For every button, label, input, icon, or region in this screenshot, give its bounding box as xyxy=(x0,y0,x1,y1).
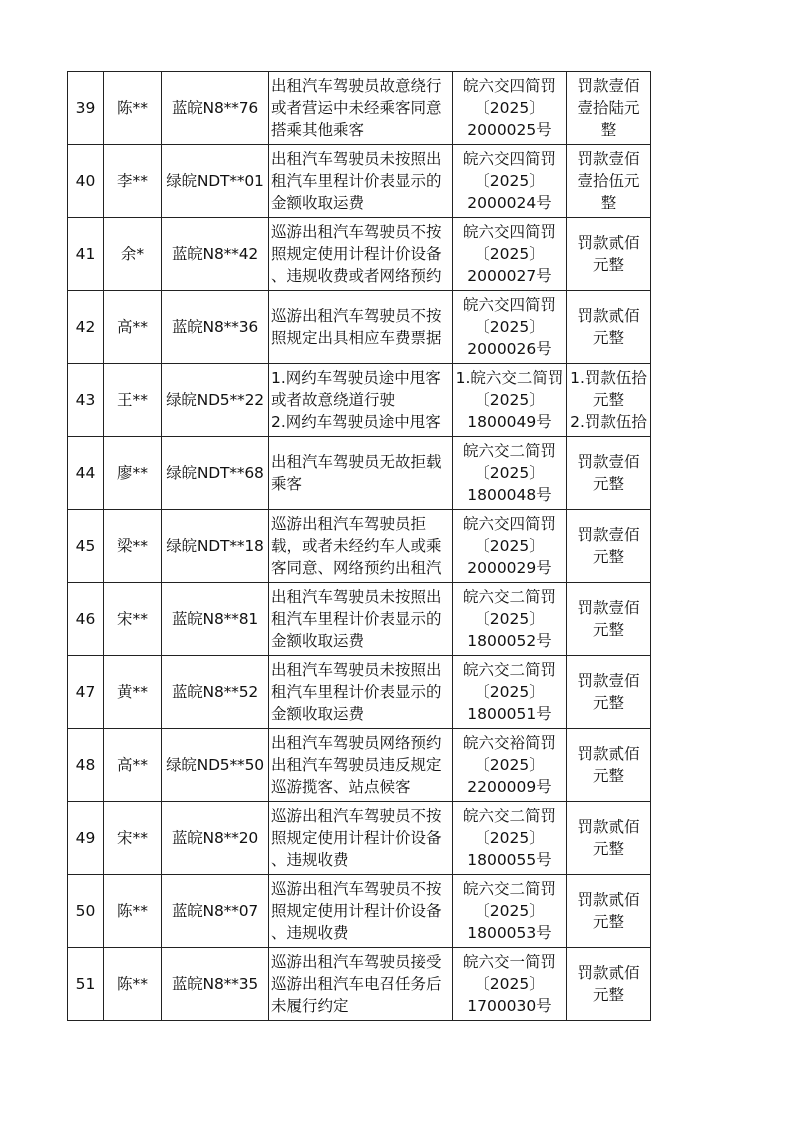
decision-document-number-line: 1800049号 xyxy=(467,413,552,431)
record-number: 50 xyxy=(75,902,96,920)
violation-fact-line: 金额收取运费 xyxy=(271,705,365,723)
party-name-cell xyxy=(104,145,162,218)
vehicle-plate-cell xyxy=(162,729,269,802)
penalty-content xyxy=(567,962,650,1006)
penalty-content-line: 罚款贰佰 xyxy=(577,307,640,325)
penalty-content-line: 元整 xyxy=(592,913,624,931)
table-row xyxy=(68,218,651,291)
decision-document-number-cell xyxy=(453,291,567,364)
decision-document-number-cell xyxy=(453,802,567,875)
decision-document-number-line: 〔2025〕 xyxy=(474,172,545,190)
record-number-cell xyxy=(68,218,104,291)
decision-document-number xyxy=(453,75,566,141)
decision-document-number xyxy=(453,221,566,287)
decision-document-number xyxy=(453,878,566,944)
violation-fact-line: 1.网约车驾驶员途中甩客 xyxy=(271,369,441,387)
violation-fact-line: 、违规收费 xyxy=(271,924,349,942)
penalty-content-cell xyxy=(567,948,651,1021)
decision-document-number-line: 〔2025〕 xyxy=(474,245,545,263)
penalty-content xyxy=(567,148,650,214)
decision-document-number-cell xyxy=(453,583,567,656)
violation-fact-line: 金额收取运费 xyxy=(271,194,365,212)
penalty-content-line: 元整 xyxy=(592,694,624,712)
penalty-content-cell xyxy=(567,218,651,291)
table-row xyxy=(68,948,651,1021)
record-number: 41 xyxy=(75,245,96,263)
record-number-cell xyxy=(68,875,104,948)
record-number: 43 xyxy=(75,391,96,409)
violation-fact-cell xyxy=(269,729,453,802)
violation-fact-line: 巡游出租汽车驾驶员不按 xyxy=(271,307,442,325)
penalty-content-line: 罚款壹佰 xyxy=(577,453,640,471)
penalty-content xyxy=(567,524,650,568)
record-number-cell xyxy=(68,802,104,875)
penalty-content-line: 元整 xyxy=(592,548,624,566)
record-number: 47 xyxy=(75,683,96,701)
record-number: 48 xyxy=(75,756,96,774)
penalty-content-line: 整 xyxy=(600,121,617,139)
vehicle-plate: 蓝皖N8**35 xyxy=(171,975,259,993)
decision-document-number-line: 〔2025〕 xyxy=(474,975,545,993)
table-row xyxy=(68,656,651,729)
party-name-cell xyxy=(104,364,162,437)
vehicle-plate: 蓝皖N8**20 xyxy=(171,829,259,847)
party-name-cell xyxy=(104,291,162,364)
decision-document-number-line: 1800052号 xyxy=(467,632,552,650)
violation-fact xyxy=(269,367,452,433)
decision-document-number-line: 2000024号 xyxy=(467,194,552,212)
record-number: 39 xyxy=(75,99,96,117)
violation-fact-line: 客同意、网络预约出租汽 xyxy=(271,559,442,577)
violation-fact-line: 、违规收费或者网络预约 xyxy=(271,267,442,285)
decision-document-number xyxy=(453,367,566,433)
decision-document-number-line: 皖六交二简罚 xyxy=(462,880,556,898)
penalty-content xyxy=(567,451,650,495)
decision-document-number-cell xyxy=(453,437,567,510)
violation-fact-line: 未履行约定 xyxy=(271,997,349,1015)
vehicle-plate: 蓝皖N8**07 xyxy=(171,902,259,920)
party-name: 梁** xyxy=(116,537,148,555)
decision-document-number-cell xyxy=(453,72,567,145)
record-number-cell xyxy=(68,72,104,145)
decision-document-number-line: 皖六交裕简罚 xyxy=(462,734,556,752)
penalty-content xyxy=(567,670,650,714)
penalty-content xyxy=(567,75,650,141)
violation-fact-line: 搭乘其他乘客 xyxy=(271,121,365,139)
violation-fact xyxy=(269,221,452,287)
penalty-content-cell xyxy=(567,583,651,656)
decision-document-number-line: 〔2025〕 xyxy=(474,99,545,117)
decision-document-number-cell xyxy=(453,145,567,218)
decision-document-number-line: 〔2025〕 xyxy=(474,464,545,482)
record-number-cell xyxy=(68,291,104,364)
penalty-content-line: 罚款贰佰 xyxy=(577,964,640,982)
vehicle-plate: 蓝皖N8**52 xyxy=(171,683,259,701)
penalty-content-cell xyxy=(567,656,651,729)
violation-fact-cell xyxy=(269,364,453,437)
record-number: 45 xyxy=(75,537,96,555)
violation-fact-line: 出租汽车驾驶员未按照出 xyxy=(271,661,442,679)
vehicle-plate: 蓝皖N8**36 xyxy=(171,318,259,336)
table-row xyxy=(68,291,651,364)
violation-fact xyxy=(269,805,452,871)
penalty-content-line: 罚款贰佰 xyxy=(577,745,640,763)
penalty-content-line: 元整 xyxy=(592,840,624,858)
penalty-content-cell xyxy=(567,510,651,583)
penalty-content-line: 元整 xyxy=(592,475,624,493)
violation-fact-line: 出租汽车驾驶员故意绕行 xyxy=(271,77,442,95)
violation-fact-cell xyxy=(269,145,453,218)
penalty-content-line: 元整 xyxy=(592,256,624,274)
decision-document-number-cell xyxy=(453,875,567,948)
penalty-content-line: 1.罚款伍拾 xyxy=(570,369,647,387)
violation-fact xyxy=(269,878,452,944)
penalty-content-line: 元整 xyxy=(592,767,624,785)
violation-fact xyxy=(269,513,452,579)
party-name: 黄** xyxy=(116,683,148,701)
decision-document-number-line: 1.皖六交二简罚 xyxy=(455,369,564,387)
table-row xyxy=(68,583,651,656)
decision-document-number xyxy=(453,148,566,214)
decision-document-number-cell xyxy=(453,948,567,1021)
decision-document-number-line: 〔2025〕 xyxy=(474,829,545,847)
decision-document-number-cell xyxy=(453,364,567,437)
party-name-cell xyxy=(104,72,162,145)
vehicle-plate: 绿皖NDT**68 xyxy=(166,464,264,482)
party-name: 廖** xyxy=(116,464,148,482)
decision-document-number-line: 皖六交二简罚 xyxy=(462,807,556,825)
penalty-content-line: 罚款贰佰 xyxy=(577,891,640,909)
party-name: 陈** xyxy=(116,902,148,920)
vehicle-plate-cell xyxy=(162,583,269,656)
violation-fact-line: 巡游出租汽车驾驶员不按 xyxy=(271,807,442,825)
vehicle-plate-cell xyxy=(162,656,269,729)
decision-document-number-line: 1800055号 xyxy=(467,851,552,869)
violation-fact-line: 巡游出租汽车驾驶员接受 xyxy=(271,953,442,971)
vehicle-plate-cell xyxy=(162,72,269,145)
decision-document-number-line: 皖六交二简罚 xyxy=(462,588,556,606)
decision-document-number-line: 2000027号 xyxy=(467,267,552,285)
penalty-content-cell xyxy=(567,875,651,948)
decision-document-number-line: 皖六交一简罚 xyxy=(462,953,556,971)
party-name: 陈** xyxy=(116,99,148,117)
vehicle-plate-cell xyxy=(162,437,269,510)
violation-fact-line: 租汽车里程计价表显示的 xyxy=(271,172,442,190)
table-row xyxy=(68,437,651,510)
decision-document-number xyxy=(453,732,566,798)
party-name: 陈** xyxy=(116,975,148,993)
vehicle-plate-cell xyxy=(162,218,269,291)
decision-document-number-line: 2000029号 xyxy=(467,559,552,577)
decision-document-number-line: 1800051号 xyxy=(467,705,552,723)
violation-fact-line: 照规定使用计程计价设备 xyxy=(271,902,442,920)
vehicle-plate: 绿皖NDT**01 xyxy=(166,172,264,190)
violation-fact xyxy=(269,305,452,349)
violation-fact-line: 巡游出租汽车电召任务后 xyxy=(271,975,442,993)
violation-fact-cell xyxy=(269,656,453,729)
penalty-content xyxy=(567,232,650,276)
party-name: 高** xyxy=(116,318,148,336)
party-name: 王** xyxy=(116,391,148,409)
table-row xyxy=(68,802,651,875)
violation-fact-cell xyxy=(269,510,453,583)
violation-fact-cell xyxy=(269,948,453,1021)
penalty-content-line: 元整 xyxy=(592,986,624,1004)
violation-fact-line: 出租汽车驾驶员违反规定 xyxy=(271,756,442,774)
violation-fact-line: 照规定使用计程计价设备 xyxy=(271,245,442,263)
violation-fact-cell xyxy=(269,218,453,291)
decision-document-number-line: 〔2025〕 xyxy=(474,610,545,628)
decision-document-number-line: 皖六交四简罚 xyxy=(462,515,556,533)
table-row xyxy=(68,145,651,218)
party-name-cell xyxy=(104,656,162,729)
penalty-content-line: 罚款壹佰 xyxy=(577,526,640,544)
decision-document-number-line: 2000026号 xyxy=(467,340,552,358)
violation-fact-line: 出租汽车驾驶员未按照出 xyxy=(271,150,442,168)
violation-fact-line: 巡游出租汽车驾驶员不按 xyxy=(271,223,442,241)
party-name: 宋** xyxy=(116,610,148,628)
record-number: 40 xyxy=(75,172,96,190)
party-name: 高** xyxy=(116,756,148,774)
vehicle-plate-cell xyxy=(162,948,269,1021)
table-row xyxy=(68,875,651,948)
vehicle-plate: 蓝皖N8**76 xyxy=(171,99,259,117)
violation-fact-line: 巡游揽客、站点候客 xyxy=(271,778,411,796)
violation-fact-line: 出租汽车驾驶员无故拒载 xyxy=(271,453,442,471)
violation-fact-line: 乘客 xyxy=(271,475,303,493)
penalty-content-line: 元整 xyxy=(592,391,624,409)
decision-document-number-line: 皖六交二简罚 xyxy=(462,661,556,679)
decision-document-number-cell xyxy=(453,729,567,802)
record-number: 49 xyxy=(75,829,96,847)
penalty-content xyxy=(567,367,650,433)
penalty-content xyxy=(567,889,650,933)
party-name-cell xyxy=(104,948,162,1021)
violation-fact-cell xyxy=(269,437,453,510)
decision-document-number-line: 〔2025〕 xyxy=(474,756,545,774)
table-row xyxy=(68,364,651,437)
violation-fact xyxy=(269,75,452,141)
party-name-cell xyxy=(104,729,162,802)
penalty-content-cell xyxy=(567,364,651,437)
decision-document-number-line: 〔2025〕 xyxy=(474,391,545,409)
table-body xyxy=(68,72,651,1021)
party-name: 余* xyxy=(120,245,145,263)
decision-document-number xyxy=(453,586,566,652)
violation-fact-line: 巡游出租汽车驾驶员拒 xyxy=(271,515,427,533)
penalty-content xyxy=(567,305,650,349)
party-name-cell xyxy=(104,437,162,510)
penalty-content xyxy=(567,597,650,641)
violation-fact-line: 金额收取运费 xyxy=(271,632,365,650)
decision-document-number-line: 皖六交四简罚 xyxy=(462,223,556,241)
violation-fact-line: 或者营运中未经乘客同意 xyxy=(271,99,442,117)
decision-document-number-line: 2000025号 xyxy=(467,121,552,139)
decision-document-number-line: 〔2025〕 xyxy=(474,683,545,701)
violation-fact-cell xyxy=(269,72,453,145)
vehicle-plate-cell xyxy=(162,291,269,364)
penalty-content-line: 罚款贰佰 xyxy=(577,234,640,252)
vehicle-plate: 蓝皖N8**42 xyxy=(171,245,259,263)
party-name-cell xyxy=(104,802,162,875)
penalty-content-line: 元整 xyxy=(592,329,624,347)
decision-document-number-cell xyxy=(453,656,567,729)
violation-fact-cell xyxy=(269,583,453,656)
violation-fact xyxy=(269,659,452,725)
violation-fact-cell xyxy=(269,802,453,875)
vehicle-plate: 绿皖ND5**50 xyxy=(166,756,264,774)
decision-document-number-line: 皖六交四简罚 xyxy=(462,296,556,314)
violation-fact-cell xyxy=(269,875,453,948)
penalty-content-line: 元整 xyxy=(592,621,624,639)
record-number-cell xyxy=(68,364,104,437)
vehicle-plate-cell xyxy=(162,364,269,437)
table-row xyxy=(68,72,651,145)
decision-document-number-line: 皖六交二简罚 xyxy=(462,442,556,460)
decision-document-number xyxy=(453,659,566,725)
penalty-content-cell xyxy=(567,802,651,875)
decision-document-number-line: 〔2025〕 xyxy=(474,902,545,920)
decision-document-number-line: 〔2025〕 xyxy=(474,318,545,336)
record-number-cell xyxy=(68,437,104,510)
record-number-cell xyxy=(68,510,104,583)
violation-fact xyxy=(269,951,452,1017)
vehicle-plate: 绿皖NDT**18 xyxy=(166,537,264,555)
decision-document-number-line: 2200009号 xyxy=(467,778,552,796)
decision-document-number xyxy=(453,951,566,1017)
violation-fact-cell xyxy=(269,291,453,364)
decision-document-number-line: 1800048号 xyxy=(467,486,552,504)
table-row xyxy=(68,510,651,583)
violation-fact-line: 租汽车里程计价表显示的 xyxy=(271,683,442,701)
decision-document-number-line: 1800053号 xyxy=(467,924,552,942)
party-name-cell xyxy=(104,875,162,948)
violation-fact xyxy=(269,732,452,798)
violation-fact-line: 、违规收费 xyxy=(271,851,349,869)
decision-document-number-line: 1700030号 xyxy=(467,997,552,1015)
penalty-content xyxy=(567,816,650,860)
decision-document-number-line: 皖六交四简罚 xyxy=(462,77,556,95)
vehicle-plate-cell xyxy=(162,145,269,218)
record-number-cell xyxy=(68,656,104,729)
decision-document-number xyxy=(453,513,566,579)
decision-document-number-cell xyxy=(453,510,567,583)
penalty-content-cell xyxy=(567,437,651,510)
vehicle-plate: 蓝皖N8**81 xyxy=(171,610,259,628)
decision-document-number xyxy=(453,805,566,871)
vehicle-plate-cell xyxy=(162,802,269,875)
violation-fact xyxy=(269,148,452,214)
violation-fact xyxy=(269,451,452,495)
penalty-content-cell xyxy=(567,145,651,218)
decision-document-number-line: 〔2025〕 xyxy=(474,537,545,555)
vehicle-plate: 绿皖ND5**22 xyxy=(166,391,264,409)
record-number: 44 xyxy=(75,464,96,482)
violation-fact-line: 照规定出具相应车费票据 xyxy=(271,329,442,347)
decision-document-number xyxy=(453,440,566,506)
penalty-table xyxy=(67,71,651,1021)
penalty-content-line: 罚款壹佰 xyxy=(577,150,640,168)
penalty-content-line: 2.罚款伍拾 xyxy=(570,413,647,431)
violation-fact-line: 巡游出租汽车驾驶员不按 xyxy=(271,880,442,898)
record-number: 42 xyxy=(75,318,96,336)
vehicle-plate-cell xyxy=(162,875,269,948)
decision-document-number-cell xyxy=(453,218,567,291)
violation-fact xyxy=(269,586,452,652)
penalty-content-line: 壹拾陆元 xyxy=(577,99,640,117)
party-name: 李** xyxy=(116,172,148,190)
record-number-cell xyxy=(68,583,104,656)
vehicle-plate-cell xyxy=(162,510,269,583)
record-number-cell xyxy=(68,145,104,218)
violation-fact-line: 租汽车里程计价表显示的 xyxy=(271,610,442,628)
violation-fact-line: 出租汽车驾驶员未按照出 xyxy=(271,588,442,606)
violation-fact-line: 2.网约车驾驶员途中甩客 xyxy=(271,413,441,431)
penalty-content-line: 壹拾伍元 xyxy=(577,172,640,190)
penalty-content xyxy=(567,743,650,787)
penalty-content-line: 罚款壹佰 xyxy=(577,599,640,617)
penalty-content-line: 罚款壹佰 xyxy=(577,77,640,95)
party-name: 宋** xyxy=(116,829,148,847)
penalty-content-line: 罚款壹佰 xyxy=(577,672,640,690)
decision-document-number xyxy=(453,294,566,360)
penalty-content-line: 整 xyxy=(600,194,617,212)
violation-fact-line: 或者故意绕道行驶 xyxy=(271,391,396,409)
violation-fact-line: 出租汽车驾驶员网络预约 xyxy=(271,734,442,752)
party-name-cell xyxy=(104,583,162,656)
violation-fact-line: 载，或者未经约车人或乘 xyxy=(271,537,442,555)
record-number-cell xyxy=(68,948,104,1021)
violation-fact-line: 照规定使用计程计价设备 xyxy=(271,829,442,847)
penalty-content-line: 罚款贰佰 xyxy=(577,818,640,836)
penalty-content-cell xyxy=(567,729,651,802)
penalty-content-cell xyxy=(567,72,651,145)
record-number: 51 xyxy=(75,975,96,993)
table-row xyxy=(68,729,651,802)
record-number: 46 xyxy=(75,610,96,628)
party-name-cell xyxy=(104,510,162,583)
record-number-cell xyxy=(68,729,104,802)
decision-document-number-line: 皖六交四简罚 xyxy=(462,150,556,168)
penalty-content-cell xyxy=(567,291,651,364)
party-name-cell xyxy=(104,218,162,291)
